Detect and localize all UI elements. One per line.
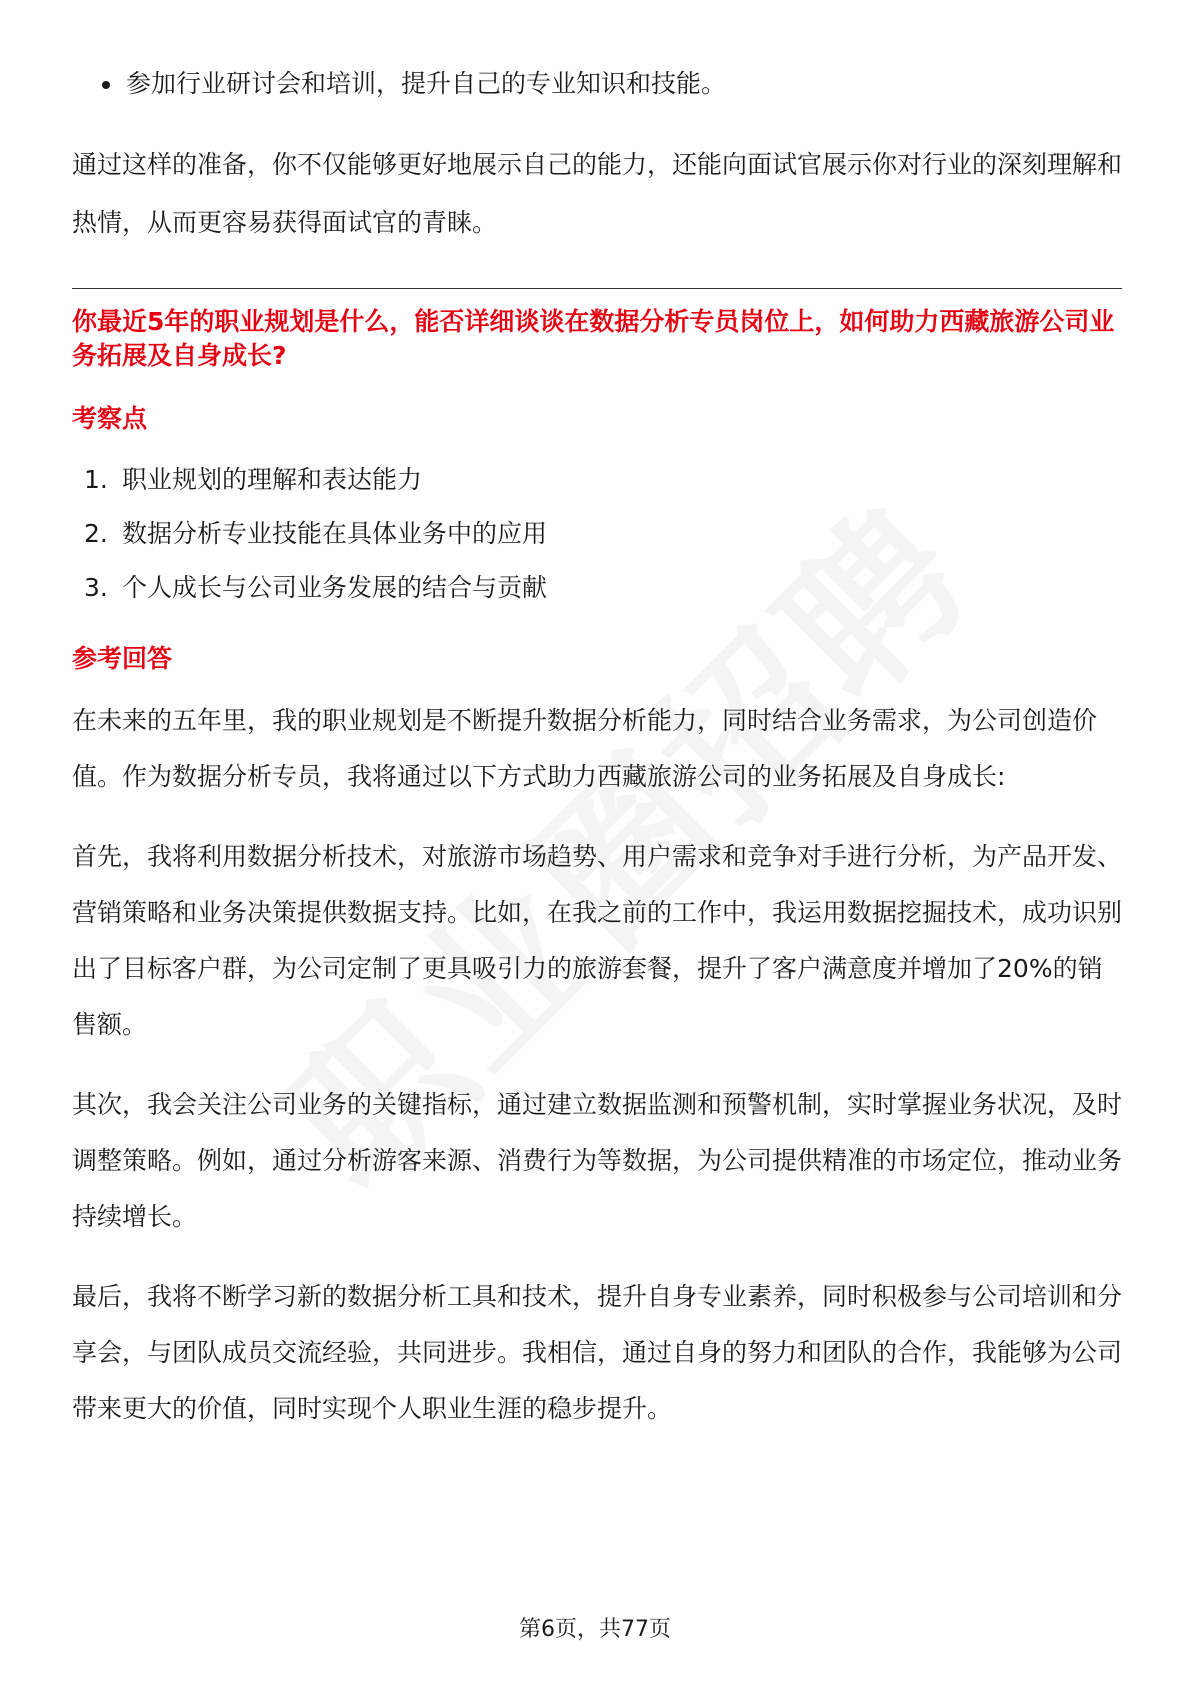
answer-paragraph: 最后，我将不断学习新的数据分析工具和技术，提升自身专业素养，同时积极参与公司培训和分享会，与团队成员交流经验，共同进步。我相信，通过自身的努力和团队的合作，我能够为公司带来更大的价值，同时实现个人职业生涯的稳步提升。 bbox=[72, 1282, 1123, 1423]
intro-paragraph: 通过这样的准备，你不仅能够更好地展示自己的能力，还能向面试官展示你对行业的深刻理解和热情，从而更容易获得面试官的青睐。 bbox=[72, 150, 1123, 237]
list-number: 3. bbox=[84, 573, 108, 602]
answer-paragraph: 首先，我将利用数据分析技术，对旅游市场趋势、用户需求和竞争对手进行分析，为产品开发、营销策略和业务决策提供数据支持。比如，在我之前的工作中，我运用数据挖掘技术，成功识别出了目标客户群，为公司定制了更具吸引力的旅游套餐，提升了客户满意度并增加了20%的销售额。 bbox=[72, 842, 1123, 1039]
answer-paragraph: 其次，我会关注公司业务的关键指标，通过建立数据监测和预警机制，实时掌握业务状况，及时调整策略。例如，通过分析游客来源、消费行为等数据，为公司提供精准的市场定位，推动业务持续增长。 bbox=[72, 1090, 1123, 1231]
list-text: 职业规划的理解和表达能力 bbox=[122, 465, 423, 494]
list-item bbox=[72, 453, 1122, 507]
question-title: 你最近5年的职业规划是什么，能否详细谈谈在数据分析专员岗位上，如何助力西藏旅游公司业务拓展及自身成长? bbox=[72, 307, 1115, 370]
list-item bbox=[72, 56, 1122, 112]
list-item bbox=[72, 561, 1122, 615]
bullet-dot-icon bbox=[102, 81, 110, 89]
list-number: 1. bbox=[84, 465, 108, 494]
list-text: 个人成长与公司业务发展的结合与贡献 bbox=[122, 573, 548, 602]
page-content bbox=[72, 56, 1122, 1437]
answer-heading: 参考回答 bbox=[72, 644, 173, 673]
assessment-list bbox=[72, 453, 1122, 615]
assessment-heading: 考察点 bbox=[72, 404, 148, 433]
list-number: 2. bbox=[84, 519, 108, 548]
answer-paragraph: 在未来的五年里，我的职业规划是不断提升数据分析能力，同时结合业务需求，为公司创造价值。作为数据分析专员，我将通过以下方式助力西藏旅游公司的业务拓展及自身成长: bbox=[72, 706, 1098, 791]
bullet-text: 参加行业研讨会和培训，提升自己的专业知识和技能。 bbox=[126, 69, 727, 98]
section-divider bbox=[72, 288, 1122, 289]
intro-bullet-list bbox=[72, 56, 1122, 112]
list-item bbox=[72, 507, 1122, 561]
page-number: 第6页，共77页 bbox=[519, 1617, 671, 1642]
list-text: 数据分析专业技能在具体业务中的应用 bbox=[122, 519, 548, 548]
